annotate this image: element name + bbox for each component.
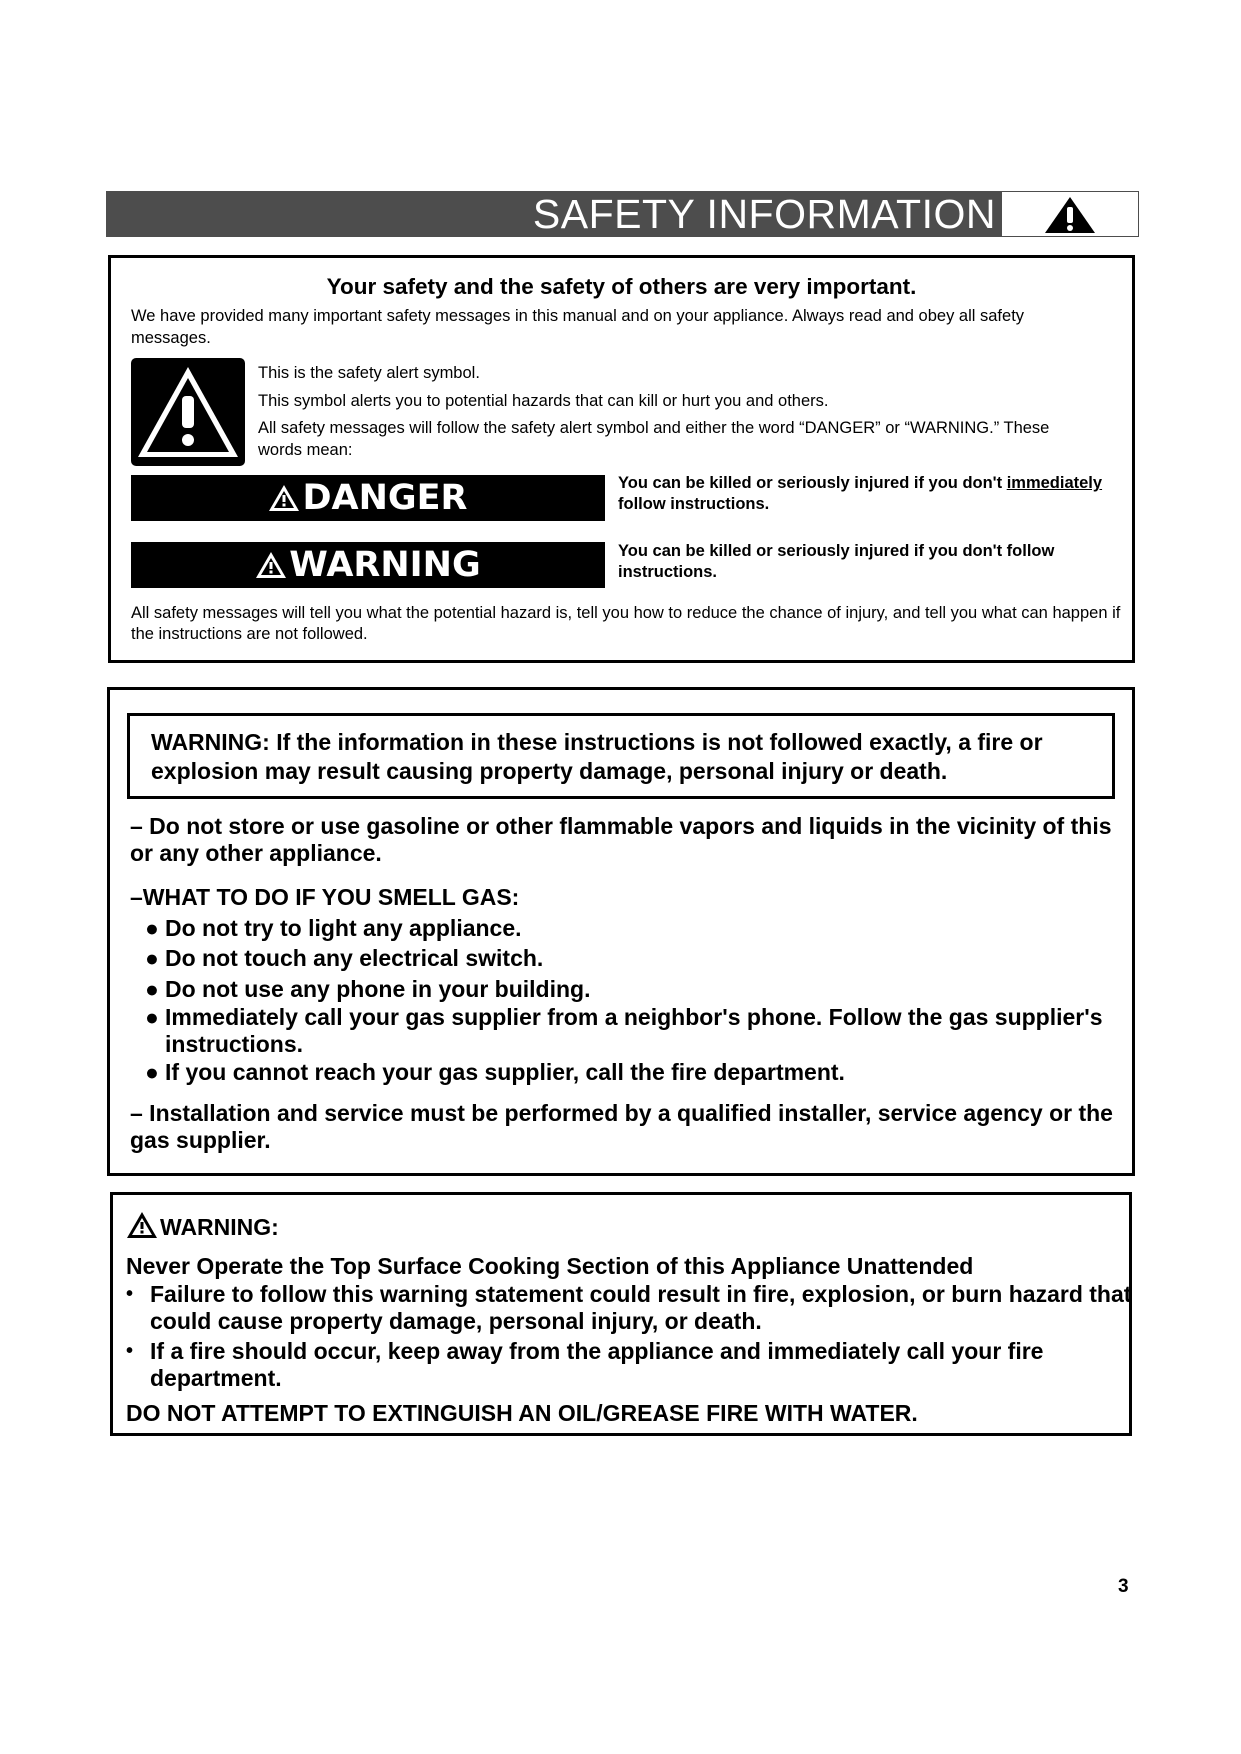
warning-description: You can be killed or seriously injured if you don't follow instructions. (618, 542, 1055, 581)
warning-triangle-icon (1044, 196, 1096, 234)
cooking-warning-subtitle: Never Operate the Top Surface Cooking Section of this Appliance Unattended (126, 1253, 974, 1279)
bullet-icon: • (126, 1283, 134, 1305)
symbol-line: This is the safety alert symbol. (258, 364, 480, 382)
safety-heading: Your safety and the safety of others are very important. (326, 274, 917, 299)
bullet-icon: ● (145, 1059, 159, 1085)
alert-triangle-icon (126, 1211, 158, 1239)
bullet-icon: ● (145, 945, 159, 971)
bullet-icon: ● (145, 915, 159, 941)
warning-label-text: WARNING: (160, 1214, 279, 1240)
page-number: 3 (1118, 1576, 1129, 1597)
installation-item: – Installation and service must be performed by a qualified installer, service agency or the gas supplier. (130, 1100, 1113, 1153)
danger-signal-bar (131, 475, 605, 521)
danger-desc-text: You can be killed or seriously injured if you don't (618, 474, 1007, 492)
alert-triangle-icon (255, 551, 287, 579)
safety-footer-text: All safety messages will tell you what the potential hazard is, tell you how to reduce the chance of injury, and tell you what can happen if the instructions are not followed. (131, 604, 1121, 643)
safety-intro-text: We have provided many important safety messages in this manual and on your appliance. Always read and obey all safety messages. (131, 307, 1025, 347)
header-icon-box (1001, 191, 1139, 237)
page-title: SAFETY INFORMATION (532, 191, 996, 237)
warning-signal-bar (131, 542, 605, 588)
bullet-icon: ● (145, 976, 159, 1002)
bullet-icon: ● (145, 1004, 159, 1030)
danger-label: DANGER (302, 478, 468, 518)
danger-description (618, 473, 1123, 515)
warning-label: WARNING (289, 545, 481, 585)
smell-gas-heading: –WHAT TO DO IF YOU SMELL GAS: (130, 884, 520, 910)
bullet-icon: • (126, 1340, 134, 1362)
cooking-warning-label (126, 1211, 279, 1241)
alert-triangle-icon (268, 484, 300, 512)
safety-alert-symbol-icon (131, 358, 245, 471)
danger-desc-emphasis: immediately (1006, 474, 1103, 492)
gasoline-warning-item: – Do not store or use gasoline or other flammable vapors and liquids in the vicinity of this or any other appliance. (130, 813, 1112, 866)
gas-warning-statement: WARNING: If the information in these instructions is not followed exactly, a fire or explosion may result causing property damage, personal injury or death. (151, 729, 1043, 784)
symbol-line: This symbol alerts you to potential hazards that can kill or hurt you and others. (258, 392, 829, 410)
danger-desc-text-end: follow instructions. (618, 495, 770, 513)
symbol-line: All safety messages will follow the safety alert symbol and either the word “DANGER” or “WARNING.” These words mean: (258, 419, 1050, 459)
grease-fire-warning: DO NOT ATTEMPT TO EXTINGUISH AN OIL/GREASE FIRE WITH WATER. (126, 1400, 918, 1426)
